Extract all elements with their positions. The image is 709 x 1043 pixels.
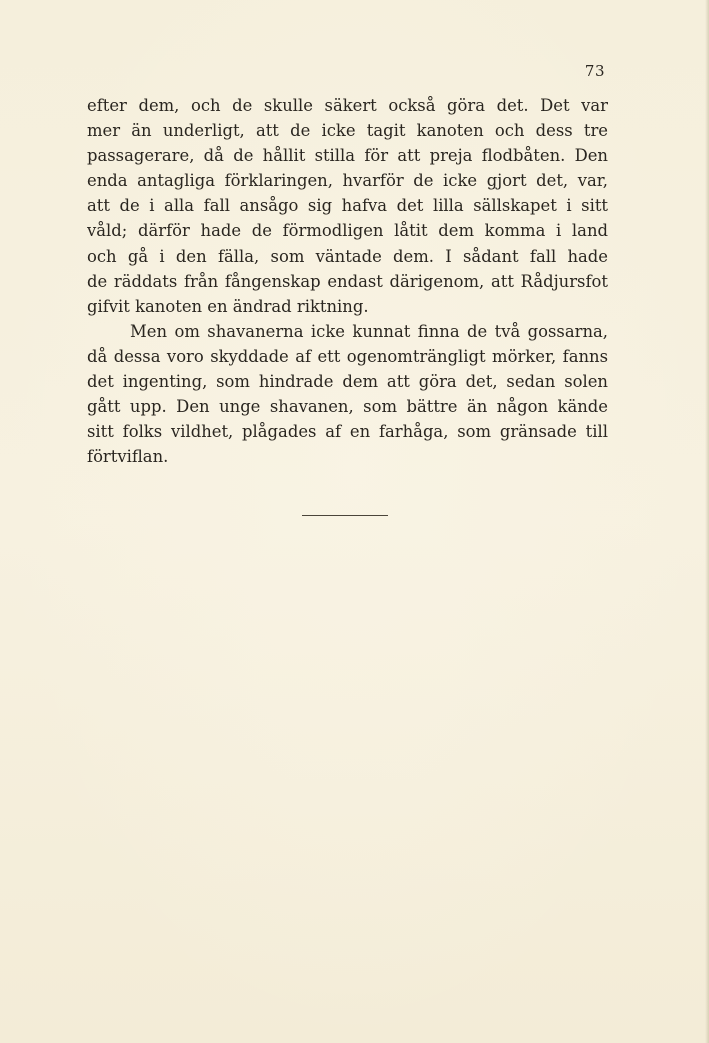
body-text	[87, 93, 608, 469]
text-line: våld; därför hade de förmodligen låtit dem komma i land	[87, 221, 608, 241]
text-line: att de i alla fall ansågo sig hafva det lilla sällskapet i sitt	[87, 196, 608, 216]
text-line: då dessa voro skyddade af ett ogenomträngligt mörker, fanns	[87, 346, 608, 366]
text-line: enda antagliga förklaringen, hvarför de icke gjort det, var,	[87, 171, 608, 191]
paragraph-2	[87, 319, 608, 470]
text-line: gifvit kanoten en ändrad riktning.	[87, 296, 369, 316]
text-line: det ingenting, som hindrade dem att göra det, sedan solen	[87, 372, 608, 392]
text-line: de räddats från fångenskap endast därigenom, att Rådjursfot	[87, 271, 608, 291]
page-number: 73	[584, 62, 605, 80]
text-line: Men om shavanerna icke kunnat finna de två gossarna,	[130, 321, 608, 341]
paragraph-1	[87, 93, 608, 319]
text-line: passagerare, då de hållit stilla för att preja flodbåten. Den	[87, 146, 608, 166]
text-line: gått upp. Den unge shavanen, som bättre än någon kände	[87, 397, 608, 417]
chapter-end-rule	[302, 515, 388, 516]
text-line: förtviflan.	[87, 447, 169, 467]
text-line: sitt folks vildhet, plågades af en farhåga, som gränsade till	[87, 422, 608, 442]
text-line: och gå i den fälla, som väntade dem. I sådant fall hade	[87, 246, 608, 266]
text-line: mer än underligt, att de icke tagit kanoten och dess tre	[87, 121, 608, 141]
page-edge	[705, 0, 709, 1043]
text-line: efter dem, och de skulle säkert också göra det. Det var	[87, 96, 608, 115]
